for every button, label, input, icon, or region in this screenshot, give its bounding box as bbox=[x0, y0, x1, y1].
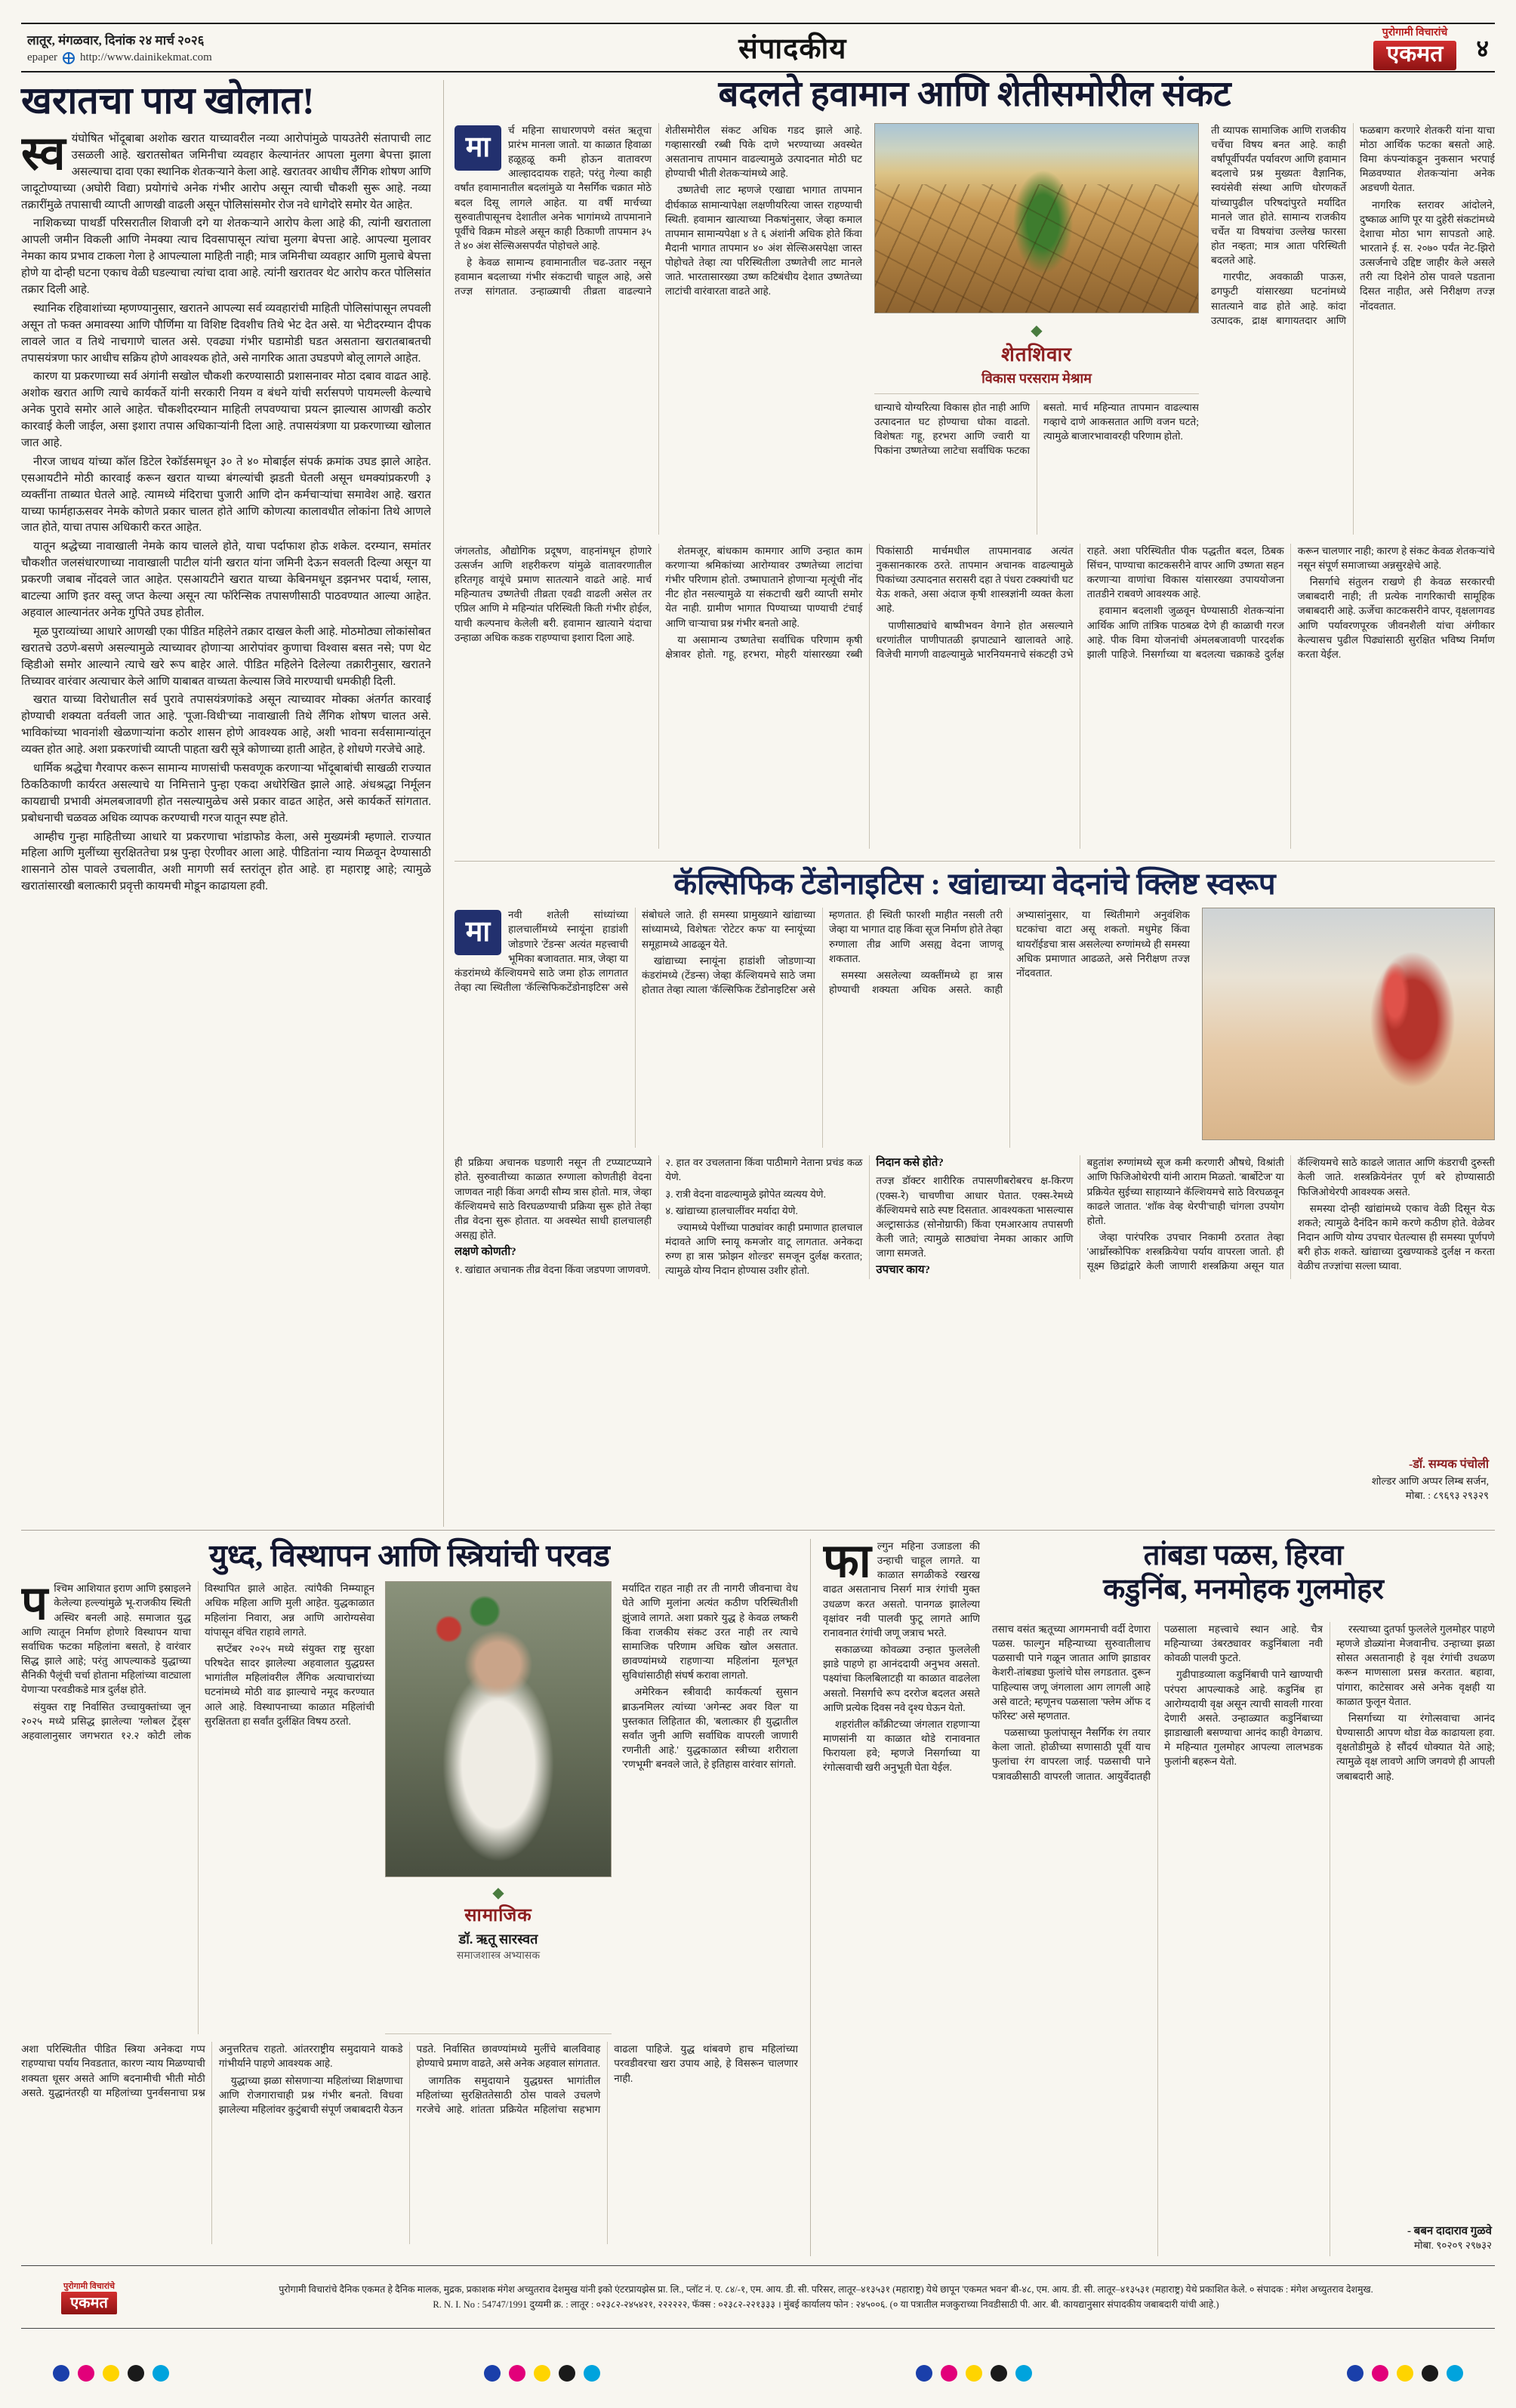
author-role: शोल्डर आणि अप्पर लिम्ब सर्जन, bbox=[1371, 1475, 1489, 1487]
registration-dot bbox=[78, 2365, 94, 2382]
registration-dot bbox=[484, 2365, 501, 2382]
registration-dot-cluster bbox=[1347, 2365, 1463, 2382]
registration-dot bbox=[1447, 2365, 1463, 2382]
registration-dot bbox=[1397, 2365, 1413, 2382]
dropcap-trees: फा bbox=[823, 1539, 871, 1587]
registration-dot bbox=[916, 2365, 932, 2382]
article-paragraph: धार्मिक श्रद्धेचा गैरवापर करून सामान्य माणसांची फसवणूक करणाऱ्या भोंदूबाबांची साखळी राज्यात ठिकठिकाणी कार्यरत असल्याचे या निमित्ताने पुन्हा एकदा अधोरेखित झाले आहे. अंधश्रद्धा निर्मूलन कायद्याची प्रभावी अंमलबजावणी होत नसल्यामुळेच असे प्रकार वाढत आहेत, असे कार्यकर्ते सांगतात. प्रबोधनाची चळवळ अधिक व्यापक करण्याची गरज यातून स्पष्ट होते. bbox=[21, 762, 431, 825]
article-paragraph: अमेरिकन स्त्रीवादी कार्यकर्त्या सुसान ब्राऊनमिलर त्यांच्या 'अगेन्स्ट अवर विल' या पुस्तकात लिहितात की, 'बलात्कार ही युद्धातील सर्वांत जुनी आणि सर्वाधिक वापरली जाणारी रणनीती आहे.' युद्धकाळात स्त्रीच्या शरीराला 'रणभूमी' बनवले जाते, हे इतिहास वारंवार सांगतो. bbox=[622, 1686, 798, 1771]
shoulder-anatomy-photo bbox=[1202, 908, 1495, 1140]
registration-dot-cluster bbox=[53, 2365, 169, 2382]
article-paragraph: रस्त्याच्या दुतर्फा फुललेले गुलमोहर पाहणे म्हणजे डोळ्यांना मेजवानीच. उन्हाच्या झळा सोसत असतानाही हे वृक्ष रंगांची उधळण करून माणसाला प्रसन्न करतात. बहावा, पांगारा, काटेसावर असे अनेक वृक्षही या काळात फुलून येतात. bbox=[1336, 1623, 1495, 1707]
article-paragraph: नाशिकच्या पाथर्डी परिसरातील शिवाजी दगे या शेतकऱ्याने आरोप केला आहे की, त्यांनी खराताला आपली जमीन विकली आणि नेमक्या त्याच दिवसापासून त्यांचा मुलगा बेपत्ता आहे. आपल्या मुलावर नेमका काय प्रभाव टाकला गेला हे आपल्याला माहिती नाही; मात्र जमिनीचा व्यवहार आणि मुलाचे बेपत्ता होणे या दोन्ही घटना एकाच वेळी घडल्याचा त्यांचा दावा आहे. त्यांनी खरातवर थेट आरोप करत पोलिसांत तक्रार दिली आहे. bbox=[21, 217, 431, 297]
article-paragraph: उष्णतेची लाट म्हणजे एखाद्या भागात तापमान दीर्घकाळ सामान्यापेक्षा लक्षणीयरित्या जास्त राहण्याची स्थिती. हवामान खात्याच्या निकषांनुसार, जेव्हा कमाल तापमान सामान्यपेक्षा ४ ते ६ अंशांनी अधिक होते किंवा मैदानी भागात तापमान ४० अंश सेल्सिअसपेक्षा जास्त पोहोचते तेव्हा त्या परिस्थितीला उष्णतेची लाट मानले जाते. भारतासारख्या उष्ण कटिबंधीय देशात उष्णतेच्या लाटांची वारंवारता वाढते आहे. bbox=[665, 184, 862, 298]
article-paragraph: पळसाच्या फुलांपासून नैसर्गिक रंग तयार केला जातो. होळीच्या सणासाठी पूर्वी याच फुलांचा रंग वापरला जाई. पळसाची पाने पत्रावळीसाठी वापरली जातात. आयुर्वेदातही पळसाला महत्त्वाचे स्थान आहे. चैत्र महिन्याच्या उंबरठ्यावर कडुनिंबाला नवी कोवळी पालवी फुटते. bbox=[992, 1623, 1323, 1782]
author-name: -डॉ. सम्यक पंचोली bbox=[1408, 1458, 1489, 1472]
registration-dot bbox=[509, 2365, 525, 2382]
article-paragraph: निसर्गाच्या या रंगोत्सवाचा आनंद घेण्यासाठी आपण थोडा वेळ काढायला हवा. वृक्षतोडीमुळे हे सौंदर्य धोक्यात येते आहे; त्यामुळे वृक्ष लावणे आणि जगवणे ही आपली जबाबदारी आहे. bbox=[1336, 1712, 1495, 1782]
registration-dot bbox=[584, 2365, 600, 2382]
column-author-role: समाजशास्त्र अभ्यासक bbox=[456, 1950, 541, 1962]
article-paragraph: गारपीट, अवकाळी पाऊस, ढगफुटी यांसारख्या घटनांमध्ये सातत्याने वाढ होते आहे. कांदा उत्पादक, द्राक्ष बागायतदार आणि फळबाग करणारे शेतकरी यांना याचा मोठा आर्थिक फटका बसतो आहे. विमा कंपन्यांकडून नुकसान भरपाई मिळवण्यात शेतकऱ्यांना अनेक अडचणी येतात. bbox=[1211, 124, 1495, 326]
author-box-shetshivar bbox=[874, 313, 1199, 394]
article-paragraph: खरात याच्या विरोधातील सर्व पुरावे तपासयंत्रणांकडे असून त्याच्यावर मोक्का अंतर्गत कारवाई होण्याची शक्यता वर्तवली जात आहे. 'पूजा-विधी'च्या नावाखाली तिथे लैंगिक शोषण चालत असे. भाविकांच्या भावनांशी खेळणाऱ्यांना कठोर शासन होणे आवश्यक आहे, अशी भावना सर्वसामान्यांतून व्यक्त होत आहे. अशा प्रकरणांची व्याप्ती पाहता खरी सूत्रे कोणाच्या हाती आहेत, हे शोधणे गरजेचे आहे. bbox=[21, 694, 431, 757]
article-paragraph: समस्या दोन्ही खांद्यांमध्ये एकाच वेळी दिसून येऊ शकते; त्यामुळे दैनंदिन कामे करणे कठीण होते. वेळेवर निदान आणि योग्य उपचार घेतल्यास ही समस्या पूर्णपणे बरी होऊ शकते. खांद्याच्या दुखण्याकडे दुर्लक्ष न करता वेळीच तज्ज्ञांचा सल्ला घ्यावा. bbox=[1297, 1202, 1495, 1272]
subhead-treatment: उपचार काय? bbox=[876, 1264, 931, 1277]
registration-dot bbox=[559, 2365, 575, 2382]
epaper-url[interactable]: http://www.dainikekmat.com bbox=[79, 51, 212, 63]
dateline: लातूर, मंगळवार, दिनांक २४ मार्च २०२६ bbox=[27, 33, 205, 48]
headline-kharat: खरातचा पाय खोलात! bbox=[21, 79, 315, 122]
masthead-tagline: पुरोगामी विचारांचे bbox=[1382, 27, 1448, 39]
subhead-diagnosis: निदान कसे होते? bbox=[876, 1157, 944, 1170]
author-box-samajik bbox=[385, 1877, 612, 2034]
article-paragraph: जागतिक समुदायाने युद्धग्रस्त भागांतील महिलांच्या सुरक्षिततेसाठी ठोस पावले उचलणे गरजेचे आहे. शांतता प्रक्रियेत महिलांचा सहभाग वाढला पाहिजे. युद्ध थांबवणे हाच महिलांच्या परवडीवरचा खरा उपाय आहे, हे विसरून चालणार नाही. bbox=[416, 2043, 798, 2115]
column-section-name: शेतशिवार bbox=[1001, 343, 1072, 365]
footer-masthead bbox=[29, 2280, 149, 2314]
page-number: ४ bbox=[1476, 34, 1489, 62]
article-paragraph: कारण या प्रकरणाच्या सर्व अंगांनी सखोल चौकशी करण्यासाठी प्रशासनावर मोठा दबाव वाढत आहे. अशोक खरात आणि त्याचे कार्यकर्ते यांनी सरकारी नियम व बंधने यांची सर्रासपणे पायमल्ली केल्याचे अनेक पुरावे समोर आले आहेत. चौकशीदरम्यान माहिती लपवण्याचा प्रयत्न झाल्यास आणखी कठोर कारवाई केली जाईल, असा इशारा तपास अधिकाऱ्यांनी दिला आहे. तपासयंत्रणा या प्रकरणाच्या खोलात जात आहे. bbox=[21, 371, 431, 450]
dropcap-tendinitis: मा bbox=[454, 910, 501, 955]
symptom-item: ३. रात्री वेदना वाढल्यामुळे झोपेत व्यत्यय येणे. bbox=[665, 1188, 826, 1200]
article-paragraph: मर्यादित राहत नाही तर ती नागरी जीवनाचा वेध घेते आणि मुलांना अत्यंत कठीण परिस्थितीशी झुंजावे लागते. अशा प्रकारे युद्ध हे केवळ लष्करी किंवा राजकीय संकट उरत नाही तर त्याचे सामाजिक परिणाम अधिक खोल असतात. छावण्यांमध्ये राहणाऱ्या महिलांना मूलभूत सुविधांसाठीही संघर्ष करावा लागतो. bbox=[622, 1583, 798, 1682]
epaper-label[interactable]: epaper bbox=[27, 51, 57, 63]
article-paragraph: तज्ज्ञ डॉक्टर शारीरिक तपासणीबरोबरच क्ष-किरण (एक्स-रे) चाचणीचा आधार घेतात. एक्स-रेमध्ये कॅल्शियमचे साठे स्पष्ट दिसतात. आवश्यकता भासल्यास अल्ट्रासाऊंड (सोनोग्राफी) किंवा एमआरआय तपासणी केली जाते; त्यामुळे साठ्यांचा नेमका आकार आणि जागा समजते. bbox=[876, 1175, 1074, 1259]
article-paragraph: युद्धाच्या झळा सोसणाऱ्या महिलांच्या शिक्षणाचा आणि रोजगाराचाही प्रश्न गंभीर बनतो. विधवा झालेल्या महिलांवर कुटुंबाची संपूर्ण जबाबदारी येऊन पडते. निर्वासित छावण्यांमध्ये मुलींचे बालविवाह होण्याचे प्रमाण वाढते, असे अनेक अहवाल सांगतात. bbox=[218, 2043, 601, 2115]
headline-trees-line2: कडुनिंब, मनमोहक गुलमोहर bbox=[1103, 1573, 1384, 1605]
registration-dot bbox=[1347, 2365, 1363, 2382]
article-paragraph: श्चिम आशियात इराण आणि इस्राइलने केलेल्या हल्ल्यांमुळे भू-राजकीय स्थिती अस्थिर बनली आहे. समाजात युद्ध आणि त्यातून निर्माण होणारे विस्थापन याचा सर्वाधिक फटका महिलांना बसतो, हे वारंवार सिद्ध झाले आहे; परंतु आपल्याकडे युद्धाच्या सैनिकी पैलूंची चर्चा होताना महिलांच्या वाट्याला येणाऱ्या परवडीकडे मात्र दुर्लक्ष होते. bbox=[21, 1583, 191, 1696]
article-trees bbox=[823, 1539, 1495, 2256]
article-paragraph: आम्हीच गुन्हा माहितीच्या आधारे या प्रकरणाचा भांडाफोड केला, असे मुख्यमंत्री म्हणाले. राज्यात महिला आणि मुलींच्या सुरक्षिततेचा प्रश्न पुन्हा ऐरणीवर आला आहे. पीडितांना न्याय मिळवून देण्यासाठी शासनाने ठोस पावले उचलावीत, अशी मागणी सर्व स्तरांतून होत आहे. हा महाराष्ट्र आहे; त्यामुळे खरातांसारखी बलात्कारी प्रवृत्ती कायमची मोडून काढायला हवी. bbox=[21, 831, 431, 893]
footer-masthead-tagline: पुरोगामी विचारांचे bbox=[63, 2281, 115, 2291]
article-paragraph: नीरज जाधव यांच्या कॉल डिटेल रेकॉर्डसमधून ३० ते ४० मोबाईल संपर्क क्रमांक उघड झाले आहेत. एसआयटीने मोठी कारवाई करून खरात याच्या बंगल्यांची झडती घेतली असून धमक्यांप्रकरणी ३ व्यक्तींना ताब्यात घेतले आहे. त्यामध्ये मंदिराचा पुजारी आणि दोन कर्मचाऱ्यांचा समावेश आहे. खरात याच्या फार्महाऊसवर नेमके कोणते प्रकार चालत होते आणि कोणत्या कालावधीत लोकांना तिथे आणले जात होते, याचा तपास अधिकारी करत आहेत. bbox=[21, 455, 431, 535]
article-paragraph: ज्यामध्ये पेशींच्या पाठ्यांवर काही प्रमाणात हालचाल मंदावते आणि स्नायू कमजोर वाटू लागतात. अनेकदा रुग्ण हा त्रास 'फ्रोझन शोल्डर' समजून दुर्लक्ष करतात; त्यामुळे योग्य निदान होण्यास उशीर होतो. bbox=[665, 1221, 863, 1277]
registration-dot bbox=[991, 2365, 1007, 2382]
byline-trees bbox=[1400, 2221, 1492, 2252]
headline-trees bbox=[992, 1539, 1495, 1619]
article-paragraph: सकाळच्या कोवळ्या उन्हात फुललेली झाडे पाहणे हा आनंददायी अनुभव असतो. पक्ष्यांचा किलबिलाटही या काळात वाढलेला असतो. निसर्गाचे रूप दररोज बदलत असते आणि प्रत्येक दिवस नवे दृश्य घेऊन येतो. bbox=[823, 1644, 980, 1713]
article-paragraph: पाणीसाठ्यांचे बाष्पीभवन वेगाने होत असल्याने धरणांतील पाणीपातळी झपाट्याने खालावते आहे. विजेची मागणी वाढल्यामुळे भारनियमनाचे संकटही उभे राहते. अशा परिस्थितीत पीक पद्धतीत बदल, ठिबक सिंचन, पाण्याचा काटकसरीने वापर आणि उष्णता सहन करणाऱ्या वाणांचा विकास यांसारख्या उपाययोजना तातडीने राबवणे आवश्यक आहे. bbox=[876, 544, 1284, 660]
registration-dot bbox=[153, 2365, 169, 2382]
woman-protest-photo bbox=[385, 1581, 612, 1877]
footer-masthead-name: एकमत bbox=[61, 2292, 117, 2314]
column-author-name: विकास परसराम मेश्राम bbox=[981, 370, 1092, 386]
article-paragraph: र्च महिना साधारणपणे वसंत ऋतूचा प्रारंभ मानला जातो. या काळात हिवाळा हळूहळू कमी होऊन वातावरण आल्हाददायक राहते; परंतु गेल्या काही वर्षांत हवामानातील बदलांमुळे या नैसर्गिक चक्रात मोठे बदल दिसू लागले आहेत. या वर्षी मार्चच्या सुरुवातीपासूनच देशातील अनेक भागांमध्ये तापमानाने पूर्वीचे विक्रम मोडले असून काही ठिकाणी तापमान ३५ ते ४० अंश सेल्सिअसपर्यंत पोहोचले आहे. bbox=[454, 124, 652, 251]
leaf-ornament-icon: ◆ bbox=[1031, 322, 1043, 339]
headline-war-women: युध्द, विस्थापन आणि स्त्रियांची परवड bbox=[209, 1538, 610, 1573]
registration-dot bbox=[966, 2365, 982, 2382]
imprint-line-1: पुरोगामी विचारांचे दैनिक एकमत हे दैनिक मालक, मुद्रक, प्रकाशक मंगेश अच्युतराव देशमुख यांनी इको एंटरप्रायझेस प्रा. लि., प्लॉट नं. ए. ८४/-१, एम. आय. डी. सी. परिसर, लातूर–४१३५३१ (महाराष्ट्र) येथे छापून 'एकमत भवन' बी-४८, एम. आय. डी. सी. लातूर–४१३५३१ (महाराष्ट्र) येथे प्रकाशित केले. ० संपादक : मंगेश अच्युतराव देशमुख. bbox=[279, 2284, 1373, 2295]
registration-dot bbox=[941, 2365, 957, 2382]
leaf-ornament-icon: ◆ bbox=[492, 1885, 504, 1902]
globe-icon bbox=[63, 52, 75, 64]
article-paragraph: हे केवळ सामान्य हवामानातील चढ-उतार नसून हवामान बदलाच्या गंभीर संकटाची चाहूल आहे, असे तज्ज्ञ सांगतात. उन्हाळ्याची तीव्रता वाढल्याने शेतीसमोरील संकट अधिक गडद झाले आहे. गव्हासारखी रब्बी पिके दाणे भरण्याच्या अवस्थेत असतानाच तापमान वाढल्यामुळे उत्पादनात मोठी घट होण्याची भीती शेतकऱ्यांमध्ये आहे. bbox=[454, 124, 862, 298]
article-paragraph: अशा परिस्थितीत पीडित स्त्रिया अनेकदा गप्प राहण्याचा पर्याय निवडतात, कारण न्याय मिळण्याची शक्यता धूसर असते आणि बदनामीची भीती मोठी असते. युद्धानंतरही या महिलांच्या पुनर्वसनाचा प्रश्न अनुत्तरितच राहतो. आंतरराष्ट्रीय समुदायाने याकडे गांभीर्याने पाहणे आवश्यक आहे. bbox=[21, 2043, 403, 2098]
registration-dot bbox=[1422, 2365, 1438, 2382]
article-paragraph: बहुतांश रुग्णांमध्ये सूज कमी करणारी औषधे, विश्रांती आणि फिजिओथेरपी यांनी आराम मिळतो. 'बार्बोटेज' या प्रक्रियेत सुईच्या साहाय्याने कॅल्शियमचे साठे विरघळवून काढले जातात. 'शॉक वेव्ह थेरपी'चाही चांगला उपयोग होतो. bbox=[1086, 1157, 1284, 1226]
page-header bbox=[21, 23, 1495, 72]
masthead-logo bbox=[1373, 25, 1457, 70]
symptom-item: २. हात वर उचलताना किंवा पाठीमागे नेताना प्रचंड कळ येणे. bbox=[665, 1157, 863, 1183]
imprint-line-2: R. N. I. No : 54747/1991 दुय्यमी क्र. : लातूर : ०२३८२-२४५४२१, २२२२२२, फॅक्स : ०२३८२-२२१३३३ । मुंबई कार्यालय फोन : २४५००६. (० या पत्रातील मजकुराच्या निवडीसाठी पी. आर. बी. कायद्यानुसार संपादकीय जबाबदारी यांची आहे.) bbox=[433, 2299, 1219, 2310]
registration-dot-cluster bbox=[484, 2365, 600, 2382]
article-war-women bbox=[21, 1539, 811, 2256]
column-author-name: डॉ. ऋतू सारस्वत bbox=[458, 1932, 538, 1947]
article-tendinitis bbox=[454, 861, 1495, 1528]
article-paragraph: ती व्यापक सामाजिक आणि राजकीय चर्चेचा विषय बनत आहे. काही वर्षांपूर्वीपर्यंत पर्यावरण आणि हवामान बदलाचे प्रश्न मुख्यतः वैज्ञानिक, स्वयंसेवी संस्था आणि धोरणकर्ते यांच्यापुढील परिषदांपुरते मर्यादित मानले जात होते. सामान्य राजकीय चर्चेत या विषयांचा उल्लेख फारसा होत नव्हता; मात्र आता परिस्थिती बदलते आहे. bbox=[1211, 124, 1346, 267]
article-paragraph: मूळ पुराव्यांच्या आधारे आणखी एका पीडित महिलेने तक्रार दाखल केली आहे. मोठमोठ्या लोकांसोबत खरातचे उठणे-बसणे असल्यामुळे त्याच्यावर होणाऱ्या आरोपांवर कुणाचा विश्वास बसत नसे; पण थेट व्हिडीओ समोर आल्याने त्याचे खरे रूप बाहेर आले. पीडित महिलेने दिलेल्या तक्रारीनुसार, खरातने तिच्यावर वारंवार अत्याचार केले आणि याबाबत वाच्यता केल्यास जिवे मारण्याची धमकीही दिली. bbox=[21, 625, 431, 688]
article-paragraph: संयुक्त राष्ट्र निर्वासित उच्चायुक्तांच्या जून २०२५ मध्ये प्रसिद्ध झालेल्या 'ग्लोबल ट्रेंड्स' अहवालानुसार जगभरात १२.२ कोटी लोक विस्थापित झाले आहेत. त्यांपैकी निम्म्याहून अधिक महिला आणि मुली आहेत. युद्धकाळात महिलांना निवारा, अन्न आणि आरोग्यसेवा यांपासून वंचित राहावे लागते. bbox=[21, 1583, 374, 1741]
article-paragraph: यातून श्रद्धेच्या नावाखाली नेमके काय चालले होते, याचा पर्दाफाश होऊ शकेल. दरम्यान, समांतर चौकशीत जलसंधारणाच्या नावाखाली पाटील यांनी खरात यांना जमिनी देऊन सवलती दिल्या असून या प्रकरणी जबाब नोंदवले जात आहेत. एसआयटीने खरात याच्या केबिनमधून डझनभर पदार्थ, ग्लास, बाटल्या आणि इतर वस्तू जप्त केल्या असून त्या फॉरेन्सिक तपासणीसाठी पाठवण्यात आल्या आहेत. अहवाल आल्यानंतर अनेक गुपिते उघड होतील. bbox=[21, 541, 431, 619]
article-paragraph: जंगलतोड, औद्योगिक प्रदूषण, वाहनांमधून होणारे उत्सर्जन आणि शहरीकरण यांमुळे वातावरणातील हरितगृह वायूंचे प्रमाण सातत्याने वाढते आहे. मार्च महिन्यातच उष्णतेची तीव्रता एवढी वाढली असेल तर एप्रिल आणि मे महिन्यांत परिस्थिती किती गंभीर होईल, याची कल्पनाच केलेली बरी. हवामान खात्याने यंदाचा उन्हाळा अधिक कडक राहण्याचा इशारा दिला आहे. bbox=[454, 544, 652, 643]
article-paragraph: यंघोषित भोंदूबाबा अशोक खरात याच्यावरील नव्या आरोपांमुळे पायउतेरी संतापाची लाट उसळली आहे. खरातसोबत जमिनीचा व्यवहार केल्यानंतर आपला मुलगा बेपत्ता झाला असल्याचा दावा एका स्थानिक शेतकऱ्याने केला आहे. खरातवर आधीच लैंगिक शोषण आणि जादूटोण्याच्या (अघोरी विद्या) प्रयोगांचे अनेक गंभीर आरोप असून त्याची चौकशी सुरू आहे. नव्या तक्रारींमुळे तपासाची व्याप्ती आणखी वाढली असून पोलिसांसमोर रोज नवे धागेदोरे समोर येत आहेत. bbox=[21, 133, 431, 211]
imprint-footer bbox=[21, 2265, 1495, 2329]
symptom-item: ४. खांद्याच्या हालचालींवर मर्यादा येणे. bbox=[665, 1204, 798, 1216]
climate-drought-photo bbox=[874, 123, 1199, 313]
article-paragraph: नवी शतेली सांध्यांच्या हालचालींमध्ये स्नायूंना हाडांशी जोडणारे 'टेंडन्स' अत्यंत महत्त्वाची भूमिका बजावतात. मात्र, जेव्हा या कंडरांमध्ये कॅल्शियमचे साठे जमा होऊ लागतात तेव्हा त्या स्थितीला 'कॅल्सिफिकटेंडोनाइटिस' असे संबोधले जाते. ही समस्या प्रामुख्याने खांद्याच्या सांध्यामध्ये, विशेषतः 'रोटेटर कफ' या स्नायूंच्या समूहामध्ये आढळून येते. bbox=[454, 909, 815, 993]
article-paragraph: स्थानिक रहिवाशांच्या म्हणण्यानुसार, खरातने आपल्या सर्व व्यवहारांची माहिती पोलिसांपासून लपवली असून तो फक्त अमावस्या आणि पौर्णिमा या विशिष्ट दिवशीच तिथे भेट देत असे. या भेटीदरम्यान दीपक लावले जात व तिथे नाचगाणे चालत असे. एवढ्या गंभीर घडामोडी घडत असताना खरातबाबतची तपासयंत्रणा फार आधीच सक्रिय होणे आवश्यक होते, असे नागरिक आता उघडपणे बोलू लागले आहेत. bbox=[21, 302, 431, 365]
section-title: संपादकीय bbox=[738, 33, 847, 65]
registration-dot bbox=[128, 2365, 144, 2382]
article-paragraph: तसाच वसंत ऋतूच्या आगमनाची वर्दी देणारा पळस. फाल्गुन महिन्याच्या सुरुवातीलाच पळसाची पाने गळून जातात आणि झाडावर केशरी-तांबड्या फुलांचे घोस लगडतात. दुरून पाहिल्यास जणू जंगलाला आग लागली आहे असे वाटते; म्हणूनच पळसाला 'फ्लेम ऑफ द फॉरेस्ट' असे म्हणतात. bbox=[992, 1623, 1151, 1722]
subhead-symptoms: लक्षणे कोणती? bbox=[454, 1246, 516, 1259]
headline-trees-line1: तांबडा पळस, हिरवा bbox=[1143, 1540, 1344, 1571]
registration-dot bbox=[53, 2365, 69, 2382]
article-paragraph: निसर्गाचे संतुलन राखणे ही केवळ सरकारची जबाबदारी नाही; ती प्रत्येक नागरिकाची सामूहिक जबाबदारी आहे. ऊर्जेचा काटकसरीने वापर, वृक्षलागवड आणि पर्यावरणपूरक जीवनशैली यांचा अंगीकार केल्यासच पुढील पिढ्यांसाठी सुरक्षित भविष्य निर्माण करता येईल. bbox=[1297, 576, 1495, 660]
article-climate bbox=[454, 76, 1495, 858]
registration-dot bbox=[103, 2365, 119, 2382]
registration-dot bbox=[1015, 2365, 1032, 2382]
column-section-name: सामाजिक bbox=[464, 1906, 532, 1926]
dropcap-climate: मा bbox=[454, 125, 501, 171]
article-paragraph: शहरांतील काँक्रीटच्या जंगलात राहणाऱ्या माणसांनी या काळात थोडे रानावनात फिरायला हवे; म्हणजे निसर्गाच्या या रंगोत्सवाची खरी अनुभूती घेता येईल. bbox=[823, 1718, 980, 1774]
headline-climate: बदलते हवामान आणि शेतीसमोरील संकट bbox=[718, 75, 1231, 114]
byline-tendinitis bbox=[1364, 1454, 1490, 1503]
dropcap-kharat: स्व bbox=[21, 131, 66, 180]
article-paragraph: जेव्हा पारंपरिक उपचार निकामी ठरतात तेव्हा 'आर्थ्रोस्कोपिक' शस्त्रक्रियेचा पर्याय वापरला जातो. ही सूक्ष्म छिद्रांद्वारे केली जाणारी शस्त्रक्रिया असून यात कॅल्शियमचे साठे काढले जातात आणि कंडराची दुरुस्ती केली जाते. शस्त्रक्रियेनंतर पूर्ण बरे होण्यासाठी फिजिओथेरपी आवश्यक असते. bbox=[1086, 1157, 1495, 1272]
article-paragraph: गुढीपाडव्याला कडुनिंबाची पाने खाण्याची परंपरा आपल्याकडे आहे. कडुनिंब हा आरोग्यदायी वृक्ष असून त्याची सावली गारवा देणारी असते. उन्हाळ्यात कडुनिंबाच्या झाडाखाली बसण्याचा आनंद काही वेगळाच. मे महिन्यात गुलमोहर आपल्या लालभडक फुलांनी बहरून येतो. bbox=[1164, 1669, 1323, 1768]
author-mobile: मोबा. ९०२०९ २९७३२ bbox=[1413, 2240, 1492, 2251]
masthead-name: एकमत bbox=[1373, 41, 1457, 70]
author-name: - बबन दादाराव गुळवे bbox=[1407, 2225, 1492, 2237]
article-paragraph: ल्गुन महिना उजाडला की उन्हाची चाहूल लागते. या काळात सगळीकडे रखरख वाढत असतानाच निसर्ग मात्र रंगांची मुक्त उधळण करत असतो. पानगळ झालेल्या वृक्षांवर नवी पालवी फुटू लागते आणि रानावनात रंगांची जणू जत्राच भरते. bbox=[823, 1540, 980, 1639]
article-paragraph: शेतमजूर, बांधकाम कामगार आणि उन्हात काम करणाऱ्या श्रमिकांच्या आरोग्यावर उष्णतेच्या लाटांचा गंभीर परिणाम होतो. उष्माघाताने होणाऱ्या मृत्यूंची नोंद नीट होत नसल्यामुळे या संकटाची खरी व्याप्ती समोर येत नाही. ग्रामीण भागात पिण्याच्या पाण्याची टंचाई आणि चाऱ्याचा प्रश्न गंभीर बनतो आहे. bbox=[665, 544, 863, 629]
article-paragraph: धान्याचे योग्यरित्या विकास होत नाही आणि उत्पादनात घट होण्याचा धोका वाढतो. विशेषतः गहू, हरभरा आणि ज्वारी या पिकांना उष्णतेच्या लाटेचा सर्वाधिक फटका बसतो. मार्च महिन्यात तापमान वाढल्यास गव्हाचे दाणे आकसतात आणि वजन घटते; त्यामुळे बाजारभावावरही परिणाम होतो. bbox=[874, 401, 1199, 457]
article-paragraph: खांद्याच्या स्नायूंना हाडांशी जोडणाऱ्या कंडरांमध्ये (टेंडन्स) जेव्हा कॅल्शियमचे साठे जमा होतात तेव्हा त्याला 'कॅल्सिफिक टेंडोनाइटिस' असे म्हणतात. ही स्थिती फारशी माहीत नसली तरी जेव्हा या भागात दाह किंवा सूज निर्माण होते तेव्हा रुग्णाला तीव्र आणि असह्य वेदना जाणवू शकतात. bbox=[642, 909, 1003, 995]
horizontal-divider bbox=[21, 1530, 1495, 1531]
registration-dot-cluster bbox=[916, 2365, 1032, 2382]
article-paragraph: सप्टेंबर २०२५ मध्ये संयुक्त राष्ट्र सुरक्षा परिषदेत सादर झालेल्या अहवालात युद्धग्रस्त भागांतील महिलांवरील लैंगिक अत्याचारांच्या घटनांमध्ये मोठी वाढ झाल्याचे नमूद करण्यात आले आहे. विस्थापनाच्या काळात महिलांची सुरक्षितता हा सर्वांत दुर्लक्षित विषय ठरतो. bbox=[205, 1642, 374, 1727]
article-paragraph: हवामान बदलाशी जुळवून घेण्यासाठी शेतकऱ्यांना आर्थिक आणि तांत्रिक पाठबळ देणे ही काळाची गरज आहे. पीक विमा योजनांची अंमलबजावणी पारदर्शक झाली पाहिजे. निसर्गाच्या या बदलत्या चक्राकडे दुर्लक्ष करून चालणार नाही; कारण हे संकट केवळ शेतकऱ्यांचे नसून संपूर्ण समाजाच्या अन्नसुरक्षेचे आहे. bbox=[1086, 544, 1495, 660]
symptom-item: १. खांद्यात अचानक तीव्र वेदना किंवा जडपणा जाणवणे. bbox=[454, 1264, 651, 1276]
article-paragraph: ही प्रक्रिया अचानक घडणारी नसून ती टप्प्याटप्प्याने होते. सुरुवातीच्या काळात रुग्णाला कोणतीही वेदना जाणवत नाही किंवा अगदी सौम्य त्रास होतो. मात्र, जेव्हा कॅल्शियमचे साठे विरघळण्याची प्रक्रिया सुरू होते तेव्हा तीव्र वेदना सुरू होतात. या अवस्थेत साधी हालचालही असह्य होते. bbox=[454, 1157, 652, 1241]
dropcap-war: प bbox=[21, 1581, 48, 1630]
headline-tendinitis: कॅल्सिफिक टेंडोनाइटिस : खांद्याच्या वेदनांचे क्लिष्ट स्वरूप bbox=[673, 867, 1276, 901]
registration-dot bbox=[534, 2365, 550, 2382]
article-paragraph: या असामान्य उष्णतेचा सर्वाधिक परिणाम कृषी क्षेत्रावर होतो. गहू, हरभरा, मोहरी यांसारख्या रब्बी पिकांसाठी मार्चमधील तापमानवाढ अत्यंत नुकसानकारक ठरते. तापमान अचानक वाढल्यामुळे पिकांच्या उत्पादनात सरासरी दहा ते पंधरा टक्क्यांची घट येऊ शकते, असा अंदाज कृषी शास्त्रज्ञांनी व्यक्त केला आहे. bbox=[665, 544, 1074, 660]
article-paragraph: समस्या असलेल्या व्यक्तींमध्ये हा त्रास होण्याची शक्यता अधिक असते. काही अभ्यासांनुसार, या स्थितीमागे अनुवंशिक घटकांचा वाटा असू शकतो. मधुमेह किंवा थायरॉईडचा त्रास असलेल्या रुग्णांमध्ये ही समस्या अधिक प्रमाणात आढळते, असे निरीक्षण तज्ज्ञ नोंदवतात. bbox=[829, 909, 1190, 995]
author-mobile: मोबा. : ८९६९३ २९३२९ bbox=[1405, 1490, 1489, 1502]
registration-dot bbox=[1372, 2365, 1388, 2382]
article-paragraph: नागरिक स्तरावर आंदोलने, दुष्काळ आणि पूर या दुहेरी संकटांमध्ये देशाचा मोठा भाग सापडतो आहे. भारताने ई. स. २०७० पर्यंत नेट-झिरो उत्सर्जनाचे उद्दिष्ट जाहीर केले असले तरी त्या दिशेने ठोस पावले पडताना दिसत नाहीत, असे निरीक्षण तज्ज्ञ नोंदवतात. bbox=[1360, 199, 1495, 312]
registration-marks bbox=[53, 2365, 1463, 2382]
article-kharat bbox=[21, 80, 444, 1527]
